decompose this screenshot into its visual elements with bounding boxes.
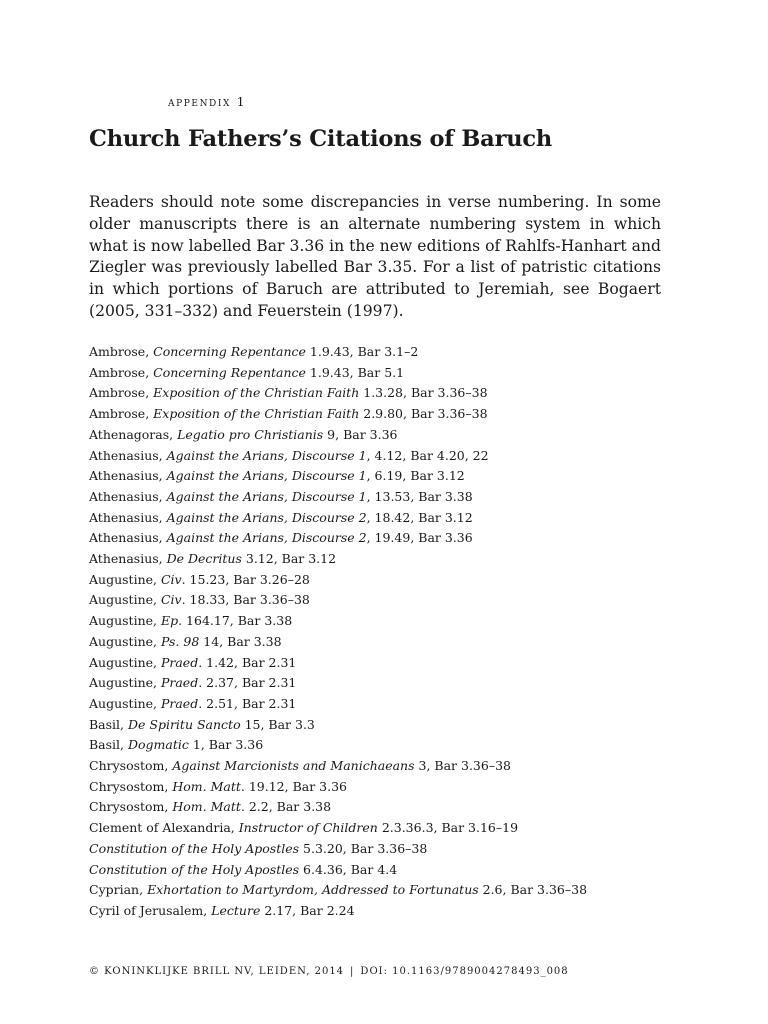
citation-work: Civ bbox=[160, 571, 182, 587]
citation-work: Against the Arians, Discourse 1 bbox=[166, 488, 367, 504]
list-item bbox=[89, 446, 689, 467]
list-item bbox=[89, 425, 689, 446]
list-item bbox=[89, 404, 689, 425]
citation-work: Against the Arians, Discourse 2 bbox=[166, 509, 367, 525]
citation-work: Praed bbox=[160, 654, 199, 670]
citation-work: Praed bbox=[160, 695, 199, 711]
citation-author: Athenasius, bbox=[89, 530, 167, 546]
citation-author: Augustine, bbox=[89, 654, 161, 670]
citation-reference: . 1.42, Bar 2.31 bbox=[198, 654, 297, 670]
citation-reference: . 2.51, Bar 2.31 bbox=[198, 695, 297, 711]
citation-work: Hom. Matt bbox=[172, 778, 241, 794]
citation-author: Augustine, bbox=[89, 571, 161, 587]
citation-reference: , 4.12, Bar 4.20, 22 bbox=[366, 447, 489, 463]
citation-reference: . 18.33, Bar 3.36–38 bbox=[181, 592, 310, 608]
citation-work: Against the Arians, Discourse 2 bbox=[166, 530, 367, 546]
list-item bbox=[89, 342, 689, 363]
citation-author: Athenasius, bbox=[89, 551, 167, 567]
list-item bbox=[89, 756, 689, 777]
citation-work: Concerning Repentance bbox=[153, 364, 306, 380]
citation-author: Cyril of Jerusalem, bbox=[89, 902, 212, 918]
citation-author: Basil, bbox=[89, 737, 128, 753]
citation-author: Basil, bbox=[89, 716, 128, 732]
citation-work: Exhortation to Martyrdom, Addressed to Fortunatus bbox=[147, 882, 479, 898]
citation-reference: . 19.12, Bar 3.36 bbox=[240, 778, 347, 794]
list-item bbox=[89, 860, 689, 881]
citation-work: Constitution of the Holy Apostles bbox=[89, 861, 300, 877]
citation-work: Against Marcionists and Manichaeans bbox=[172, 758, 415, 774]
citation-work: Civ bbox=[160, 592, 182, 608]
citation-reference: 2.17, Bar 2.24 bbox=[260, 902, 355, 918]
citation-work: Dogmatic bbox=[128, 737, 189, 753]
page-title: Church Fathers’s Citations of Baruch bbox=[89, 126, 553, 152]
citation-reference: 3.12, Bar 3.12 bbox=[241, 551, 337, 567]
citation-reference: . 15.23, Bar 3.26–28 bbox=[181, 571, 310, 587]
citation-author: Ambrose, bbox=[89, 364, 154, 380]
citation-reference: . 2.37, Bar 2.31 bbox=[198, 675, 297, 691]
citation-author: Chrysostom, bbox=[89, 778, 173, 794]
list-item bbox=[89, 777, 689, 798]
citation-work: De Decritus bbox=[166, 551, 242, 567]
list-item bbox=[89, 880, 689, 901]
citation-reference: 5.3.20, Bar 3.36–38 bbox=[299, 840, 428, 856]
list-item bbox=[89, 549, 689, 570]
citation-reference: 1, Bar 3.36 bbox=[188, 737, 264, 753]
citation-work: Hom. Matt bbox=[172, 799, 241, 815]
citation-reference: . 164.17, Bar 3.38 bbox=[178, 613, 293, 629]
list-item bbox=[89, 694, 689, 715]
citation-author: Athenasius, bbox=[89, 488, 167, 504]
citation-reference: 2.6, Bar 3.36–38 bbox=[478, 882, 588, 898]
footer-separator: | bbox=[350, 966, 355, 977]
citation-reference: , 6.19, Bar 3.12 bbox=[366, 468, 465, 484]
citation-work: Praed bbox=[160, 675, 199, 691]
citation-author: Athenasius, bbox=[89, 509, 167, 525]
footer-copyright: © KONINKLIJKE BRILL NV, LEIDEN, 2014 bbox=[89, 966, 345, 977]
list-item bbox=[89, 487, 689, 508]
citation-reference: 14, Bar 3.38 bbox=[199, 633, 282, 649]
citation-author: Clement of Alexandria, bbox=[89, 820, 239, 836]
citation-author: Athenasius, bbox=[89, 468, 167, 484]
list-item bbox=[89, 590, 689, 611]
footer-doi: DOI: 10.1163/9789004278493_008 bbox=[360, 966, 569, 977]
citation-work: Exposition of the Christian Faith bbox=[153, 406, 360, 422]
list-item bbox=[89, 570, 689, 591]
citation-author: Chrysostom, bbox=[89, 758, 173, 774]
citation-author: Augustine, bbox=[89, 613, 161, 629]
citation-work: Concerning Repentance bbox=[153, 344, 306, 359]
citation-work: De Spiritu Sancto bbox=[128, 716, 241, 732]
list-item bbox=[89, 673, 689, 694]
citation-author: Augustine, bbox=[89, 675, 161, 691]
intro-paragraph: Readers should note some discrepancies in verse numbering. In some older manuscripts there is an alternate numbering system in which what is now labelled Bar 3.36 in the new editions of Rahlfs-Hanhart and Ziegler was previously labelled Bar 3.35. For a list of patristic citations in which portions of Baruch are attributed to Jeremiah, see Bogaert (2005, 331–332) and Feuerstein (1997). bbox=[89, 193, 661, 320]
citation-reference: , 19.49, Bar 3.36 bbox=[366, 530, 473, 546]
citation-author: Chrysostom, bbox=[89, 799, 173, 815]
list-item bbox=[89, 611, 689, 632]
list-item bbox=[89, 466, 689, 487]
citation-work: Exposition of the Christian Faith bbox=[153, 385, 360, 401]
list-item bbox=[89, 363, 689, 384]
citation-author: Augustine, bbox=[89, 592, 161, 608]
citation-reference: 1.3.28, Bar 3.36–38 bbox=[359, 385, 488, 401]
citation-reference: 2.9.80, Bar 3.36–38 bbox=[359, 406, 488, 422]
list-item bbox=[89, 818, 689, 839]
citation-work: Legatio pro Christianis bbox=[177, 426, 324, 442]
list-item bbox=[89, 715, 689, 736]
citation-reference: 1.9.43, Bar 3.1–2 bbox=[305, 344, 419, 359]
citation-work: Instructor of Children bbox=[238, 820, 378, 836]
citation-work: Against the Arians, Discourse 1 bbox=[166, 447, 367, 463]
citation-author: Athenagoras, bbox=[89, 426, 178, 442]
citation-reference: 9, Bar 3.36 bbox=[323, 426, 398, 442]
citation-author: Augustine, bbox=[89, 633, 161, 649]
citation-work: Ps. 98 bbox=[160, 633, 200, 649]
list-item bbox=[89, 901, 689, 922]
citation-reference: 2.3.36.3, Bar 3.16–19 bbox=[377, 820, 519, 836]
list-item bbox=[89, 653, 689, 674]
citation-reference: , 13.53, Bar 3.38 bbox=[366, 488, 473, 504]
citation-reference: 15, Bar 3.3 bbox=[240, 716, 315, 732]
citation-author: Augustine, bbox=[89, 695, 161, 711]
citation-reference: 1.9.43, Bar 5.1 bbox=[305, 364, 405, 380]
appendix-label: appendix 1 bbox=[168, 94, 247, 109]
citation-work: Ep bbox=[160, 613, 179, 629]
list-item bbox=[89, 508, 689, 529]
citation-work: Lecture bbox=[211, 902, 261, 918]
citation-author: Ambrose, bbox=[89, 385, 154, 401]
citation-reference: . 2.2, Bar 3.38 bbox=[240, 799, 332, 815]
list-item bbox=[89, 839, 689, 860]
citation-list bbox=[89, 342, 689, 922]
list-item bbox=[89, 735, 689, 756]
footer bbox=[89, 966, 569, 977]
list-item bbox=[89, 797, 689, 818]
citation-author: Ambrose, bbox=[89, 406, 154, 422]
citation-reference: 3, Bar 3.36–38 bbox=[414, 758, 511, 774]
list-item bbox=[89, 383, 689, 404]
citation-author: Ambrose, bbox=[89, 344, 154, 359]
citation-work: Constitution of the Holy Apostles bbox=[89, 840, 300, 856]
citation-reference: 6.4.36, Bar 4.4 bbox=[299, 861, 398, 877]
list-item bbox=[89, 632, 689, 653]
list-item bbox=[89, 528, 689, 549]
citation-reference: , 18.42, Bar 3.12 bbox=[366, 509, 473, 525]
citation-author: Cyprian, bbox=[89, 882, 148, 898]
citation-work: Against the Arians, Discourse 1 bbox=[166, 468, 367, 484]
citation-author: Athenasius, bbox=[89, 447, 167, 463]
